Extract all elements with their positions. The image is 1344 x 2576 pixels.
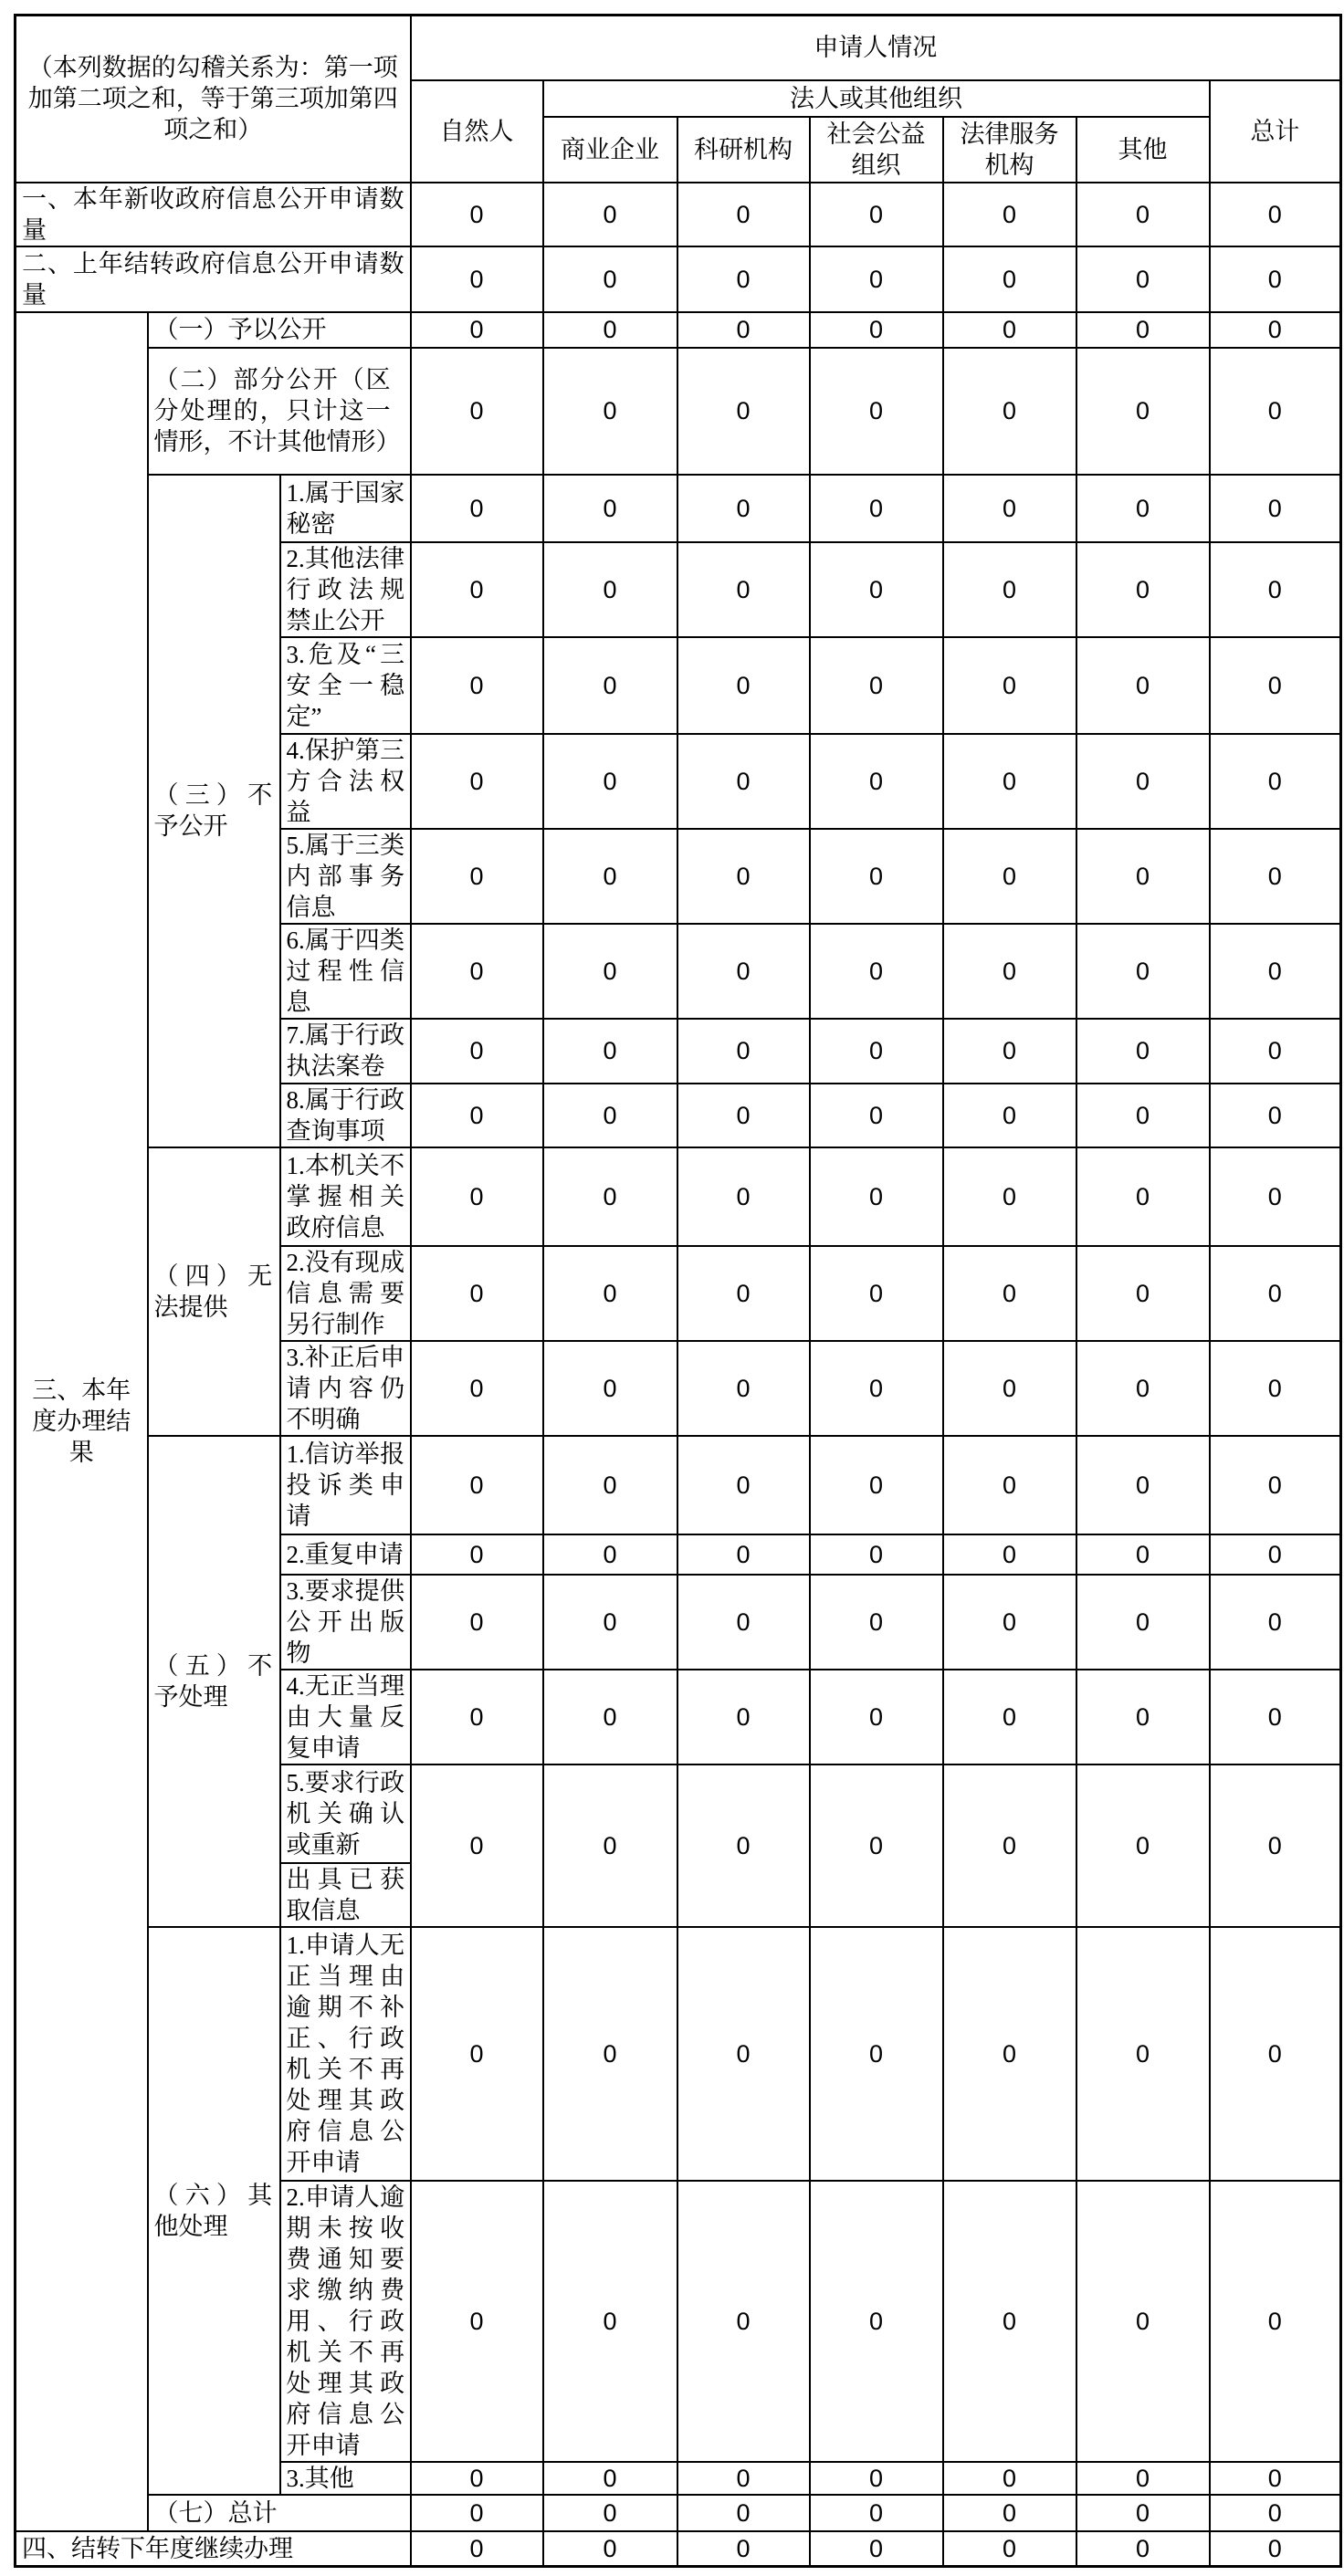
cell-research-institution: 0 xyxy=(677,1019,810,1084)
table-row xyxy=(16,475,1341,542)
row-label: 5.属于三类内部事务信息 xyxy=(286,831,405,921)
row-label: 4.保护第三方合法权益 xyxy=(286,736,405,826)
cell-research-institution: 0 xyxy=(677,2462,810,2495)
cell-legal-service-org: 0 xyxy=(943,312,1076,348)
table-row xyxy=(16,2495,1341,2531)
row-label: 3.其他 xyxy=(286,2464,354,2492)
cell-research-institution: 0 xyxy=(677,1534,810,1575)
cell-other-org: 0 xyxy=(1076,2531,1210,2567)
row-label-cell xyxy=(16,246,411,312)
row-label: （二）部分公开（区分处理的，只计这一情形，不计其他情形） xyxy=(153,366,401,456)
row-label-cell xyxy=(280,1575,411,1670)
row-label-cell: （一）予以公开 xyxy=(148,312,411,348)
cell-commercial-enterprise: 0 xyxy=(543,1764,677,1927)
row-label: 2.申请人逾期未按收费通知要求缴纳费用、行政机关不再处理其政府信息公开申请 xyxy=(286,2183,405,2459)
row-label: 2.其他法律行政法规禁止公开 xyxy=(286,544,405,634)
cell-social-welfare-org: 0 xyxy=(810,246,943,312)
group-label: （六）其他处理 xyxy=(153,2181,273,2240)
row-label: 3.要求提供公开出版物 xyxy=(286,1576,405,1667)
cell-natural-person: 0 xyxy=(411,637,543,734)
row-label-cell xyxy=(280,1147,411,1246)
cell-social-welfare-org: 0 xyxy=(810,637,943,734)
commercial-enterprise-header xyxy=(543,117,677,183)
cell-total: 0 xyxy=(1210,829,1341,924)
cell-social-welfare-org: 0 xyxy=(810,348,943,475)
row-label-cell xyxy=(280,1534,411,1575)
cell-natural-person: 0 xyxy=(411,183,543,246)
cell-commercial-enterprise: 0 xyxy=(543,1670,677,1764)
cell-total: 0 xyxy=(1210,1147,1341,1246)
cell-other-org: 0 xyxy=(1076,475,1210,542)
row-label-cell xyxy=(280,1670,411,1764)
cell-total: 0 xyxy=(1210,924,1341,1019)
cell-social-welfare-org: 0 xyxy=(810,734,943,829)
row-label: 出具已获取信息 xyxy=(286,1865,405,1924)
header-label: 社会公益组织 xyxy=(826,120,926,179)
row-label: 二、上年结转政府信息公开申请数量 xyxy=(22,249,404,309)
cell-research-institution: 0 xyxy=(677,829,810,924)
cell-commercial-enterprise: 0 xyxy=(543,1084,677,1147)
row-label-cell xyxy=(280,829,411,924)
cell-research-institution: 0 xyxy=(677,2531,810,2567)
reconciliation-note: （本列数据的勾稽关系为：第一项加第二项之和，等于第三项加第四项之和） xyxy=(27,54,398,144)
table-row xyxy=(16,1436,1341,1534)
cell-research-institution: 0 xyxy=(677,1436,810,1534)
row-label: 8.属于行政查询事项 xyxy=(286,1085,405,1145)
cell-other-org: 0 xyxy=(1076,1764,1210,1927)
row-label: 4.无正当理由大量反复申请 xyxy=(286,1671,405,1762)
header-label: 商业企业 xyxy=(561,135,660,163)
cell-commercial-enterprise: 0 xyxy=(543,1575,677,1670)
row-label-cell xyxy=(280,1764,411,1863)
cell-other-org: 0 xyxy=(1076,1341,1210,1436)
group-label: （三）不予公开 xyxy=(153,781,273,840)
cell-total: 0 xyxy=(1210,734,1341,829)
cell-social-welfare-org: 0 xyxy=(810,1147,943,1246)
cell-commercial-enterprise: 0 xyxy=(543,1341,677,1436)
cell-legal-service-org: 0 xyxy=(943,1534,1076,1575)
cell-commercial-enterprise: 0 xyxy=(543,924,677,1019)
group-not-disclosed xyxy=(148,475,280,1147)
cell-total: 0 xyxy=(1210,246,1341,312)
cell-natural-person: 0 xyxy=(411,1670,543,1764)
row-label: 6.属于四类过程性信息 xyxy=(286,926,405,1016)
cell-total: 0 xyxy=(1210,1764,1341,1927)
row-label: 3.危及“三安全一稳定” xyxy=(286,640,405,730)
cell-commercial-enterprise: 0 xyxy=(543,246,677,312)
header-label: 其他 xyxy=(1118,135,1168,163)
cell-natural-person: 0 xyxy=(411,542,543,637)
cell-legal-service-org: 0 xyxy=(943,1147,1076,1246)
row-label-cell xyxy=(280,1436,411,1534)
cell-legal-service-org: 0 xyxy=(943,475,1076,542)
cell-commercial-enterprise: 0 xyxy=(543,1246,677,1341)
row-label: 2.没有现成信息需要另行制作 xyxy=(286,1248,405,1338)
cell-legal-service-org: 0 xyxy=(943,1927,1076,2181)
cell-research-institution: 0 xyxy=(677,183,810,246)
row-label-cell xyxy=(280,1246,411,1341)
cell-natural-person: 0 xyxy=(411,734,543,829)
cell-social-welfare-org: 0 xyxy=(810,1341,943,1436)
cell-total: 0 xyxy=(1210,348,1341,475)
row-label: 5.要求行政机关确认或重新 xyxy=(286,1768,405,1859)
table-row xyxy=(16,312,1341,348)
cell-research-institution: 0 xyxy=(677,1927,810,2181)
cell-social-welfare-org: 0 xyxy=(810,1927,943,2181)
cell-other-org: 0 xyxy=(1076,1534,1210,1575)
cell-commercial-enterprise: 0 xyxy=(543,1927,677,2181)
cell-research-institution: 0 xyxy=(677,2495,810,2531)
cell-social-welfare-org: 0 xyxy=(810,829,943,924)
cell-natural-person: 0 xyxy=(411,1147,543,1246)
cell-natural-person: 0 xyxy=(411,2495,543,2531)
applicant-situation-header: 申请人情况 xyxy=(411,16,1341,80)
row-label-cell xyxy=(280,924,411,1019)
cell-total: 0 xyxy=(1210,1436,1341,1534)
cell-other-org: 0 xyxy=(1076,1246,1210,1341)
cell-social-welfare-org: 0 xyxy=(810,2495,943,2531)
cell-legal-service-org: 0 xyxy=(943,637,1076,734)
cell-other-org: 0 xyxy=(1076,183,1210,246)
cell-natural-person: 0 xyxy=(411,348,543,475)
research-institution-header xyxy=(677,117,810,183)
cell-total: 0 xyxy=(1210,1534,1341,1575)
cell-total: 0 xyxy=(1210,1084,1341,1147)
cell-research-institution: 0 xyxy=(677,246,810,312)
group-unable-to-provide xyxy=(148,1147,280,1436)
cell-other-org: 0 xyxy=(1076,1436,1210,1534)
natural-person-header: 自然人 xyxy=(411,80,543,183)
cell-social-welfare-org: 0 xyxy=(810,475,943,542)
cell-commercial-enterprise: 0 xyxy=(543,1019,677,1084)
cell-research-institution: 0 xyxy=(677,1764,810,1927)
row-label-cell xyxy=(148,348,411,475)
cell-total: 0 xyxy=(1210,1246,1341,1341)
legal-person-group-header: 法人或其他组织 xyxy=(543,80,1210,117)
cell-natural-person: 0 xyxy=(411,2531,543,2567)
cell-total: 0 xyxy=(1210,2495,1341,2531)
cell-commercial-enterprise: 0 xyxy=(543,2181,677,2462)
cell-legal-service-org: 0 xyxy=(943,542,1076,637)
cell-legal-service-org: 0 xyxy=(943,348,1076,475)
cell-commercial-enterprise: 0 xyxy=(543,2495,677,2531)
row-label-cell xyxy=(280,1084,411,1147)
cell-commercial-enterprise: 0 xyxy=(543,542,677,637)
cell-research-institution: 0 xyxy=(677,542,810,637)
cell-legal-service-org: 0 xyxy=(943,2181,1076,2462)
cell-commercial-enterprise: 0 xyxy=(543,312,677,348)
cell-total: 0 xyxy=(1210,475,1341,542)
cell-other-org: 0 xyxy=(1076,1147,1210,1246)
cell-research-institution: 0 xyxy=(677,312,810,348)
cell-natural-person: 0 xyxy=(411,312,543,348)
row-label-cell xyxy=(280,1341,411,1436)
header-label: 法律服务机构 xyxy=(960,120,1059,179)
table-row xyxy=(16,183,1341,246)
cell-total: 0 xyxy=(1210,1575,1341,1670)
cell-legal-service-org: 0 xyxy=(943,829,1076,924)
cell-total: 0 xyxy=(1210,1019,1341,1084)
row-label: 1.申请人无正当理由逾期不补正、行政机关不再处理其政府信息公开申请 xyxy=(286,1931,405,2176)
row-label: 7.属于行政执法案卷 xyxy=(286,1021,405,1080)
cell-legal-service-org: 0 xyxy=(943,1246,1076,1341)
cell-natural-person: 0 xyxy=(411,246,543,312)
cell-social-welfare-org: 0 xyxy=(810,1534,943,1575)
row-label-cell xyxy=(280,542,411,637)
cell-natural-person: 0 xyxy=(411,924,543,1019)
cell-legal-service-org: 0 xyxy=(943,2462,1076,2495)
cell-natural-person: 0 xyxy=(411,1084,543,1147)
cell-research-institution: 0 xyxy=(677,1341,810,1436)
cell-natural-person: 0 xyxy=(411,1575,543,1670)
section-label: 三、本年度办理结果 xyxy=(32,1377,131,1466)
cell-legal-service-org: 0 xyxy=(943,1436,1076,1534)
other-org-header xyxy=(1076,117,1210,183)
cell-social-welfare-org: 0 xyxy=(810,1670,943,1764)
cell-other-org: 0 xyxy=(1076,924,1210,1019)
cell-social-welfare-org: 0 xyxy=(810,1764,943,1927)
cell-social-welfare-org: 0 xyxy=(810,183,943,246)
cell-total: 0 xyxy=(1210,183,1341,246)
table-row xyxy=(16,1927,1341,2181)
cell-legal-service-org: 0 xyxy=(943,1019,1076,1084)
cell-legal-service-org: 0 xyxy=(943,246,1076,312)
cell-total: 0 xyxy=(1210,1341,1341,1436)
row-label: 1.本机关不掌握相关政府信息 xyxy=(286,1151,405,1241)
row-label-cell xyxy=(280,475,411,542)
cell-total: 0 xyxy=(1210,1670,1341,1764)
row-label-cell xyxy=(280,734,411,829)
row-label-cell xyxy=(280,2462,411,2495)
cell-legal-service-org: 0 xyxy=(943,2531,1076,2567)
cell-legal-service-org: 0 xyxy=(943,1084,1076,1147)
cell-other-org: 0 xyxy=(1076,2181,1210,2462)
row-label-cell xyxy=(280,1019,411,1084)
cell-natural-person: 0 xyxy=(411,829,543,924)
cell-social-welfare-org: 0 xyxy=(810,2462,943,2495)
row-label-cell xyxy=(280,1863,411,1927)
cell-total: 0 xyxy=(1210,2462,1341,2495)
table-row xyxy=(16,2531,1341,2567)
cell-other-org: 0 xyxy=(1076,2462,1210,2495)
cell-social-welfare-org: 0 xyxy=(810,1436,943,1534)
cell-social-welfare-org: 0 xyxy=(810,2181,943,2462)
cell-total: 0 xyxy=(1210,1927,1341,2181)
cell-legal-service-org: 0 xyxy=(943,2495,1076,2531)
row-label-cell xyxy=(280,2181,411,2462)
cell-research-institution: 0 xyxy=(677,475,810,542)
cell-commercial-enterprise: 0 xyxy=(543,1534,677,1575)
cell-social-welfare-org: 0 xyxy=(810,1019,943,1084)
cell-research-institution: 0 xyxy=(677,1147,810,1246)
cell-commercial-enterprise: 0 xyxy=(543,183,677,246)
cell-commercial-enterprise: 0 xyxy=(543,348,677,475)
row-label: 1.属于国家秘密 xyxy=(286,478,405,538)
row-label-cell xyxy=(280,637,411,734)
cell-total: 0 xyxy=(1210,2181,1341,2462)
cell-research-institution: 0 xyxy=(677,348,810,475)
information-disclosure-applications-table xyxy=(14,14,1342,2568)
cell-legal-service-org: 0 xyxy=(943,1670,1076,1764)
cell-social-welfare-org: 0 xyxy=(810,924,943,1019)
row-label-cell xyxy=(16,183,411,246)
cell-other-org: 0 xyxy=(1076,734,1210,829)
cell-natural-person: 0 xyxy=(411,1534,543,1575)
cell-commercial-enterprise: 0 xyxy=(543,1436,677,1534)
cell-commercial-enterprise: 0 xyxy=(543,829,677,924)
group-other-handling xyxy=(148,1927,280,2495)
social-welfare-org-header xyxy=(810,117,943,183)
group-not-processed xyxy=(148,1436,280,1927)
row-label-cell: （七）总计 xyxy=(148,2495,411,2531)
cell-other-org: 0 xyxy=(1076,1575,1210,1670)
cell-total: 0 xyxy=(1210,312,1341,348)
cell-other-org: 0 xyxy=(1076,1084,1210,1147)
section-annual-results xyxy=(16,312,148,2531)
cell-social-welfare-org: 0 xyxy=(810,1246,943,1341)
cell-research-institution: 0 xyxy=(677,1084,810,1147)
table-row xyxy=(16,348,1341,475)
legal-service-org-header xyxy=(943,117,1076,183)
row-label: 2.重复申请 xyxy=(286,1540,404,1568)
row-label: 3.补正后申请内容仍不明确 xyxy=(286,1343,405,1433)
cell-commercial-enterprise: 0 xyxy=(543,637,677,734)
cell-commercial-enterprise: 0 xyxy=(543,734,677,829)
cell-legal-service-org: 0 xyxy=(943,1575,1076,1670)
cell-other-org: 0 xyxy=(1076,1019,1210,1084)
cell-natural-person: 0 xyxy=(411,1927,543,2181)
cell-other-org: 0 xyxy=(1076,542,1210,637)
cell-natural-person: 0 xyxy=(411,1246,543,1341)
cell-other-org: 0 xyxy=(1076,1670,1210,1764)
total-header: 总计 xyxy=(1210,80,1341,183)
row-label-cell xyxy=(280,1927,411,2181)
cell-research-institution: 0 xyxy=(677,1246,810,1341)
cell-other-org: 0 xyxy=(1076,312,1210,348)
group-label: （五）不予处理 xyxy=(153,1651,273,1711)
cell-commercial-enterprise: 0 xyxy=(543,2462,677,2495)
table-row xyxy=(16,1147,1341,1246)
cell-natural-person: 0 xyxy=(411,2181,543,2462)
cell-other-org: 0 xyxy=(1076,637,1210,734)
cell-natural-person: 0 xyxy=(411,1341,543,1436)
cell-social-welfare-org: 0 xyxy=(810,1084,943,1147)
header-label: 科研机构 xyxy=(694,135,793,163)
cell-research-institution: 0 xyxy=(677,1670,810,1764)
cell-commercial-enterprise: 0 xyxy=(543,2531,677,2567)
cell-other-org: 0 xyxy=(1076,246,1210,312)
cell-social-welfare-org: 0 xyxy=(810,2531,943,2567)
reconciliation-note-cell xyxy=(16,16,411,183)
cell-legal-service-org: 0 xyxy=(943,734,1076,829)
header-row xyxy=(16,16,1341,80)
cell-legal-service-org: 0 xyxy=(943,1341,1076,1436)
cell-natural-person: 0 xyxy=(411,1019,543,1084)
cell-research-institution: 0 xyxy=(677,734,810,829)
cell-natural-person: 0 xyxy=(411,2462,543,2495)
cell-legal-service-org: 0 xyxy=(943,1764,1076,1927)
cell-natural-person: 0 xyxy=(411,1764,543,1927)
cell-legal-service-org: 0 xyxy=(943,924,1076,1019)
table-row xyxy=(16,246,1341,312)
cell-natural-person: 0 xyxy=(411,475,543,542)
cell-social-welfare-org: 0 xyxy=(810,1575,943,1670)
cell-research-institution: 0 xyxy=(677,637,810,734)
cell-other-org: 0 xyxy=(1076,348,1210,475)
row-label: 一、本年新收政府信息公开申请数量 xyxy=(22,184,404,244)
cell-legal-service-org: 0 xyxy=(943,183,1076,246)
cell-research-institution: 0 xyxy=(677,2181,810,2462)
cell-total: 0 xyxy=(1210,2531,1341,2567)
cell-natural-person: 0 xyxy=(411,1436,543,1534)
cell-research-institution: 0 xyxy=(677,1575,810,1670)
cell-total: 0 xyxy=(1210,637,1341,734)
row-label: 1.信访举报投诉类申请 xyxy=(286,1440,405,1530)
cell-other-org: 0 xyxy=(1076,2495,1210,2531)
cell-research-institution: 0 xyxy=(677,924,810,1019)
cell-commercial-enterprise: 0 xyxy=(543,475,677,542)
cell-social-welfare-org: 0 xyxy=(810,312,943,348)
cell-total: 0 xyxy=(1210,542,1341,637)
group-label: （四）无法提供 xyxy=(153,1262,273,1321)
cell-other-org: 0 xyxy=(1076,1927,1210,2181)
cell-social-welfare-org: 0 xyxy=(810,542,943,637)
cell-commercial-enterprise: 0 xyxy=(543,1147,677,1246)
row-label-cell: 四、结转下年度继续办理 xyxy=(16,2531,411,2567)
cell-other-org: 0 xyxy=(1076,829,1210,924)
